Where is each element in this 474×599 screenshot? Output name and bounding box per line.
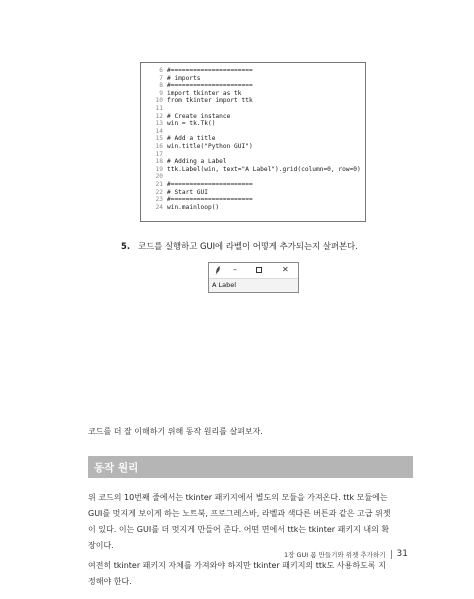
code-line xyxy=(145,143,365,151)
code-line xyxy=(145,189,365,197)
window-label: A Label xyxy=(212,281,237,289)
step-text: 코드를 실행하고 GUI에 라벨이 어떻게 추가되는지 살펴본다. xyxy=(138,241,358,251)
footer-chapter: 1장 GUI 폼 만들기와 위젯 추가하기 xyxy=(284,550,386,559)
code-text: win.title("Python GUI") xyxy=(167,142,253,150)
line-number: 11 xyxy=(155,104,163,112)
line-number: 14 xyxy=(155,127,163,135)
feather-icon xyxy=(215,266,221,275)
code-line xyxy=(145,166,365,174)
footer-divider xyxy=(391,550,392,559)
close-icon[interactable]: ✕ xyxy=(282,265,289,274)
line-number: 23 xyxy=(155,196,163,204)
section-title: 동작 원리 xyxy=(94,461,139,474)
line-number: 21 xyxy=(155,180,163,188)
body-line: 위 코드의 10번째 줄에서는 tkinter 패키지에서 별도의 모듈을 가져온다. ttk 모듈에는 xyxy=(88,493,388,502)
code-text: #====================== xyxy=(167,180,253,188)
line-number: 7 xyxy=(159,74,163,82)
code-line xyxy=(145,120,365,128)
line-number: 18 xyxy=(155,158,163,166)
code-line xyxy=(145,90,365,98)
code-text: ttk.Label(win, text="A Label").grid(column=0, row=0) xyxy=(167,165,361,173)
code-text: #====================== xyxy=(167,196,253,204)
code-line xyxy=(145,113,365,121)
line-number: 13 xyxy=(155,120,163,128)
code-text: # imports xyxy=(167,74,201,82)
body-line: 여전히 tkinter 패키지 자체를 가져와야 하지만 tkinter 패키지의 ttk도 사용하도록 지 xyxy=(88,561,386,570)
line-number: 10 xyxy=(155,97,163,105)
code-line xyxy=(145,151,365,159)
code-line xyxy=(145,105,365,113)
code-text: #====================== xyxy=(167,67,253,74)
code-line xyxy=(145,158,365,166)
code-listing xyxy=(140,62,366,222)
line-number: 15 xyxy=(155,135,163,143)
body-line: 장이다. xyxy=(88,541,114,550)
code-line xyxy=(145,82,365,90)
line-number: 19 xyxy=(155,165,163,173)
body-line: 이 있다. 이는 GUI를 더 멋지게 만들어 준다. 어떤 면에서 ttk는 tkinter 패키지 내의 확 xyxy=(88,525,390,534)
code-line xyxy=(145,75,365,83)
body-paragraph-1 xyxy=(88,490,428,554)
code-text: from tkinter import ttk xyxy=(167,97,253,105)
line-number: 6 xyxy=(159,67,163,74)
code-line xyxy=(145,67,365,75)
line-number: 22 xyxy=(155,188,163,196)
code-text: # Adding a Label xyxy=(167,158,227,166)
code-line xyxy=(145,204,365,212)
code-line xyxy=(145,97,365,105)
line-number: 8 xyxy=(159,82,163,90)
body-line: GUI를 멋지게 보이게 하는 노트북, 프로그레스바, 라벨과 색다른 버튼과 같은 고급 위젯 xyxy=(88,509,391,518)
minimize-icon[interactable]: – xyxy=(233,265,237,274)
intro-text: 코드를 더 잘 이해하기 위해 동작 원리를 살펴보자. xyxy=(88,427,263,436)
code-line xyxy=(145,135,365,143)
section-header xyxy=(88,456,413,478)
line-number: 9 xyxy=(159,89,163,97)
body-line: 정해야 한다. xyxy=(88,577,132,586)
window-titlebar xyxy=(209,263,298,279)
code-text: win = tk.Tk() xyxy=(167,120,216,128)
step-number: 5. xyxy=(121,241,131,251)
page-footer xyxy=(284,549,408,559)
code-text: # Create instance xyxy=(167,112,231,120)
code-line xyxy=(145,196,365,204)
line-number: 17 xyxy=(155,150,163,158)
maximize-icon[interactable] xyxy=(256,267,262,273)
code-text: #====================== xyxy=(167,82,253,90)
line-number: 24 xyxy=(155,203,163,211)
body-paragraph-2 xyxy=(88,558,428,590)
step-instruction xyxy=(121,240,358,252)
tk-window-screenshot xyxy=(208,262,299,293)
code-text: # Add a title xyxy=(167,135,216,143)
line-number: 20 xyxy=(155,173,163,181)
line-number: 12 xyxy=(155,112,163,120)
line-number: 16 xyxy=(155,142,163,150)
code-line xyxy=(145,173,365,181)
code-line xyxy=(145,128,365,136)
page-number: 31 xyxy=(396,549,408,559)
code-text: import tkinter as tk xyxy=(167,89,242,97)
code-text: win.mainloop() xyxy=(167,203,220,211)
code-text: # Start GUI xyxy=(167,188,208,196)
code-line xyxy=(145,181,365,189)
